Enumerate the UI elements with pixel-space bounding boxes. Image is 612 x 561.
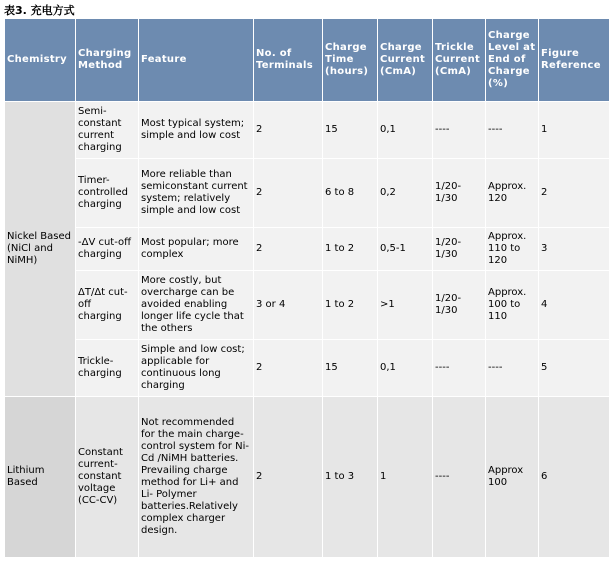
terminals-cell: 3 or 4 <box>254 271 322 339</box>
header-row <box>5 19 609 101</box>
current-cell: 0,2 <box>378 159 432 227</box>
trickle-cell: 1/20-1/30 <box>433 271 485 339</box>
chemistry-cell-lithium: Lithium Based <box>5 397 75 557</box>
charging-methods-table <box>4 18 610 558</box>
current-cell: 1 <box>378 397 432 557</box>
table-caption: 表3. 充电方式 <box>4 4 75 17</box>
col-header-trickle-current: Trickle Current (CmA) <box>433 19 485 101</box>
col-header-chemistry: Chemistry <box>5 19 75 101</box>
time-cell: 1 to 2 <box>323 271 377 339</box>
feature-cell: More costly, but overcharge can be avoided enabling longer life cycle that the others <box>139 271 253 339</box>
time-cell: 15 <box>323 340 377 396</box>
method-cell: Timer-controlled charging <box>76 159 138 227</box>
table-row <box>5 271 609 339</box>
figure-cell: 3 <box>539 228 609 270</box>
chemistry-cell-nickel: Nickel Based (NiCl and NiMH) <box>5 102 75 396</box>
figure-cell: 4 <box>539 271 609 339</box>
figure-cell: 2 <box>539 159 609 227</box>
figure-cell: 6 <box>539 397 609 557</box>
current-cell: 0,1 <box>378 340 432 396</box>
current-cell: 0,1 <box>378 102 432 158</box>
current-cell: >1 <box>378 271 432 339</box>
table-row <box>5 159 609 227</box>
level-cell: Approx. 110 to 120 <box>486 228 538 270</box>
level-cell: Approx 100 <box>486 397 538 557</box>
method-cell: Constant current-constant voltage (CC-CV) <box>76 397 138 557</box>
feature-cell: Simple and low cost; applicable for continuous long charging <box>139 340 253 396</box>
time-cell: 1 to 2 <box>323 228 377 270</box>
table-row <box>5 340 609 396</box>
table-row <box>5 397 609 557</box>
feature-cell: More reliable than semiconstant current system; relatively simple and low cost <box>139 159 253 227</box>
figure-cell: 1 <box>539 102 609 158</box>
col-header-feature: Feature <box>139 19 253 101</box>
col-header-charging-method: Charging Method <box>76 19 138 101</box>
terminals-cell: 2 <box>254 397 322 557</box>
terminals-cell: 2 <box>254 102 322 158</box>
terminals-cell: 2 <box>254 228 322 270</box>
table-row <box>5 228 609 270</box>
time-cell: 1 to 3 <box>323 397 377 557</box>
level-cell: Approx. 100 to 110 <box>486 271 538 339</box>
trickle-cell: 1/20-1/30 <box>433 159 485 227</box>
trickle-cell: ---- <box>433 340 485 396</box>
level-cell: ---- <box>486 340 538 396</box>
method-cell: Semi-constant current charging <box>76 102 138 158</box>
col-header-charge-time: Charge Time (hours) <box>323 19 377 101</box>
time-cell: 6 to 8 <box>323 159 377 227</box>
col-header-figure-reference: Figure Reference <box>539 19 609 101</box>
method-cell: Trickle-charging <box>76 340 138 396</box>
current-cell: 0,5-1 <box>378 228 432 270</box>
terminals-cell: 2 <box>254 159 322 227</box>
feature-cell: Most popular; more complex <box>139 228 253 270</box>
time-cell: 15 <box>323 102 377 158</box>
trickle-cell: ---- <box>433 397 485 557</box>
feature-cell: Not recommended for the main charge-control system for Ni-Cd /NiMH batteries. Prevailing charge method for Li+ and Li- Polymer batteries.Relatively complex charger design. <box>139 397 253 557</box>
col-header-charge-level: Charge Level at End of Charge (%) <box>486 19 538 101</box>
trickle-cell: 1/20-1/30 <box>433 228 485 270</box>
table-row <box>5 102 609 158</box>
level-cell: Approx. 120 <box>486 159 538 227</box>
method-cell: -ΔV cut-off charging <box>76 228 138 270</box>
trickle-cell: ---- <box>433 102 485 158</box>
col-header-terminals: No. of Terminals <box>254 19 322 101</box>
terminals-cell: 2 <box>254 340 322 396</box>
level-cell: ---- <box>486 102 538 158</box>
method-cell: ΔT/Δt cut-off charging <box>76 271 138 339</box>
col-header-charge-current: Charge Current (CmA) <box>378 19 432 101</box>
feature-cell: Most typical system; simple and low cost <box>139 102 253 158</box>
figure-cell: 5 <box>539 340 609 396</box>
